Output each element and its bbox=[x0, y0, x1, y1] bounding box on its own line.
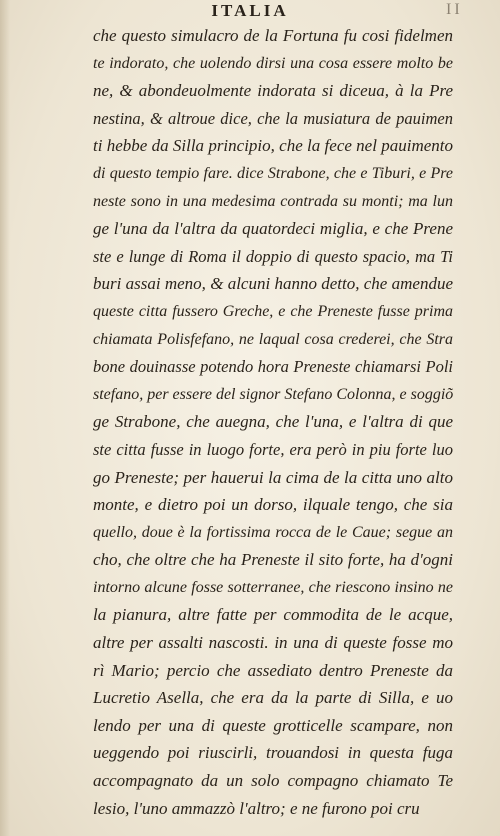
text-line: ge Strabone, che auegna, che l'una, e l'altra di que bbox=[93, 412, 453, 432]
folio-number: II bbox=[446, 1, 463, 18]
text-line: queste citta fussero Greche, e che Preneste fusse prima bbox=[93, 302, 453, 320]
binding-gutter-shadow bbox=[0, 0, 10, 836]
running-head: ITALIA bbox=[211, 1, 289, 20]
text-line: di questo tempio fare. dice Strabone, che e Tiburi, e Pre bbox=[93, 164, 453, 182]
body-text bbox=[93, 22, 453, 822]
text-line: nestina, & altroue dice, che la musiatura de pauimen bbox=[93, 108, 453, 128]
text-line: neste sono in una medesima contrada su monti; ma lun bbox=[93, 192, 453, 210]
text-line: buri assai meno, & alcuni hanno detto, che amendue bbox=[93, 274, 453, 294]
text-line: lendo per una di queste grotticelle scampare, non bbox=[93, 715, 453, 735]
page-header bbox=[0, 0, 500, 24]
text-line: ueggendo poi riuscirli, trouandosi in questa fuga bbox=[93, 743, 453, 763]
text-line: bone douinasse potendo hora Preneste chiamarsi Poli bbox=[93, 357, 453, 377]
text-line: altre per assalti nascosti. in una di queste fosse mo bbox=[93, 633, 453, 653]
text-line: la pianura, altre fatte per commodita de le acque, bbox=[93, 605, 453, 625]
text-line: che questo simulacro de la Fortuna fu cosi fidelmen bbox=[93, 26, 453, 45]
text-line: quello, doue è la fortissima rocca de le Caue; segue an bbox=[93, 523, 453, 541]
text-line: monte, e dietro poi un dorso, ilquale tengo, che sia bbox=[93, 495, 453, 515]
text-line: accompagnato da un solo compagno chiamato Te bbox=[93, 771, 453, 791]
text-line: ti hebbe da Silla principio, che la fece nel pauimento bbox=[93, 136, 453, 156]
text-line: rì Mario; percio che assediato dentro Preneste da bbox=[93, 660, 453, 680]
text-line: lesio, l'uno ammazzò l'altro; e ne furono poi cru bbox=[93, 798, 420, 818]
text-line: ste citta fusse in luogo forte, era però in piu forte luo bbox=[93, 439, 453, 459]
text-line: te indorato, che uolendo dirsi una cosa essere molto be bbox=[93, 54, 453, 72]
text-line: ne, & abondeuolmente indorata si diceua, à la Pre bbox=[93, 81, 453, 101]
text-line: go Preneste; per hauerui la cima de la citta uno alto bbox=[93, 467, 453, 487]
text-line: ste e lunge di Roma il doppio di questo spacio, ma Ti bbox=[93, 246, 453, 266]
text-line: stefano, per essere del signor Stefano Colonna, e soggiõ bbox=[93, 385, 454, 403]
text-line: cho, che oltre che ha Preneste il sito forte, ha d'ogni bbox=[93, 550, 453, 570]
text-line: ge l'una da l'altra da quatordeci miglia, e che Prene bbox=[93, 219, 453, 239]
text-line: Lucretio Asella, che era da la parte di Silla, e uo bbox=[93, 688, 453, 708]
text-line: chiamata Polisfefano, ne laqual cosa crederei, che Stra bbox=[93, 330, 453, 348]
text-line: intorno alcune fosse sotterranee, che riescono insino ne bbox=[93, 578, 453, 596]
